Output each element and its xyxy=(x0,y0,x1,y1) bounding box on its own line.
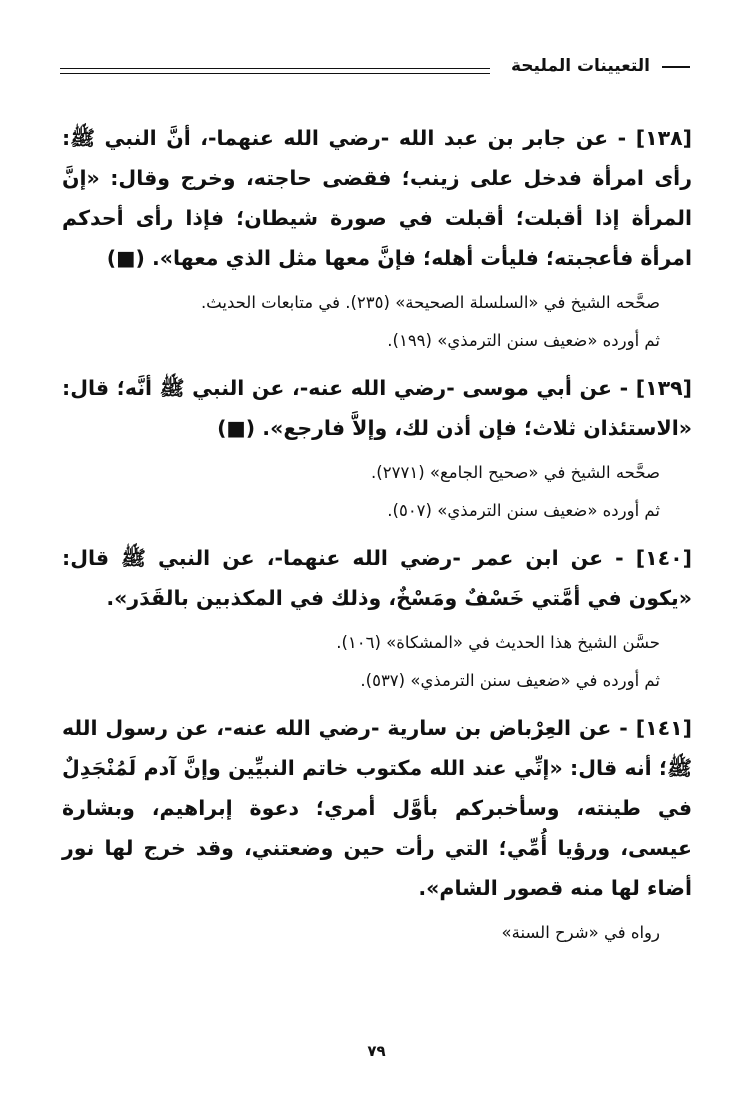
header-rule-bottom xyxy=(60,73,490,74)
page-number: ٧٩ xyxy=(367,1042,386,1060)
hadith-139-note-1: صحَّحه الشيخ في «صحيح الجامع» (٢٧٧١). xyxy=(371,463,660,482)
hadith-139: [١٣٩] - عن أبي موسى -رضي الله عنه-، عن النبي ﷺ أنَّه؛ قال: «الاستئذان ثلاث؛ فإن أذن لك، وإلاَّ فارجع». (■) xyxy=(62,376,692,440)
header-dash xyxy=(662,66,690,68)
hadith-140-note-2: ثم أورده في «ضعيف سنن الترمذي» (٥٣٧). xyxy=(360,671,660,690)
hadith-139-note-2: ثم أورده «ضعيف سنن الترمذي» (٥٠٧). xyxy=(387,501,660,520)
hadith-138: [١٣٨] - عن جابر بن عبد الله -رضي الله عنهما-، أنَّ النبي ﷺ: رأى امرأة فدخل على زينب؛ فقضى حاجته، وخرج وقال: «إنَّ المرأة إذا أقبلت؛ أقبلت في صورة شيطان؛ فإذا رأى أحدكم امرأة فأعجبته؛ فليأت أهله؛ فإنَّ معها مثل الذي معها». (■) xyxy=(62,126,692,270)
hadith-141: [١٤١] - عن العِرْباض بن سارية -رضي الله عنه-، عن رسول الله ﷺ؛ أنه قال: «إنِّي عند الله مكتوب خاتم النبيِّين وإنَّ آدم لَمُنْجَدِلٌ في طينته، وسأخبركم بأوَّل أمري؛ دعوة إبراهيم، وبشارة عيسى، ورؤيا أُمِّي؛ التي رأت حين وضعتني، وقد خرج لها نور أضاء لها منه قصور الشام». xyxy=(62,716,692,900)
header-title: التعيينات المليحة xyxy=(511,56,650,76)
hadith-141-note-1: رواه في «شرح السنة» xyxy=(501,923,660,942)
page-body xyxy=(62,118,692,958)
hadith-140-note-1: حسَّن الشيخ هذا الحديث في «المشكاة» (١٠٦). xyxy=(336,633,660,652)
hadith-138-note-2: ثم أورده «ضعيف سنن الترمذي» (١٩٩). xyxy=(387,331,660,350)
running-header xyxy=(60,56,690,86)
hadith-140: [١٤٠] - عن ابن عمر -رضي الله عنهما-، عن النبي ﷺ قال: «يكون في أمَّتي خَسْفٌ ومَسْخٌ، وذلك في المكذبين بالقَدَر». xyxy=(62,546,692,610)
hadith-138-note-1: صحَّحه الشيخ في «السلسلة الصحيحة» (٢٣٥). في متابعات الحديث. xyxy=(200,293,660,312)
header-rule-top xyxy=(60,68,490,69)
